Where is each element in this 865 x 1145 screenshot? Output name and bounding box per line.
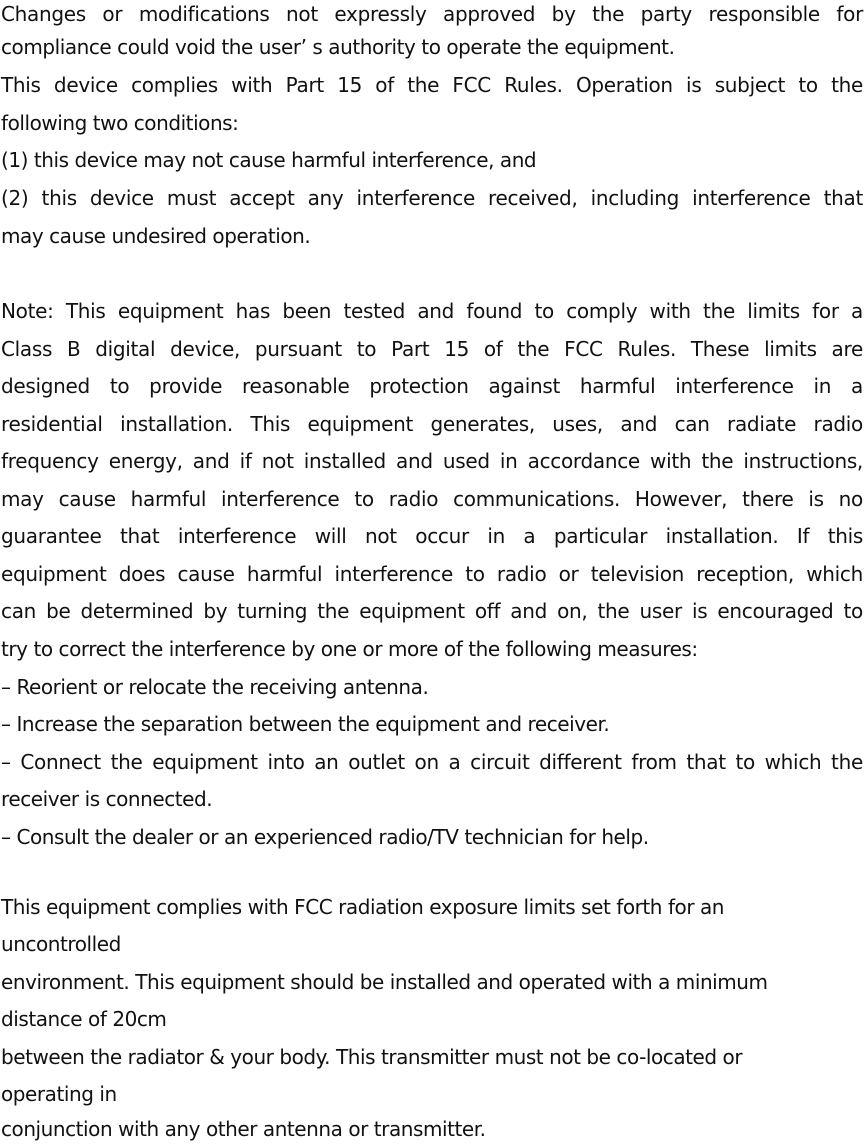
text-line: environment. This equipment should be installed and operated with a minimum [1, 970, 768, 994]
text-line: residential installation. This equipment generates, uses, and can radiate radio [1, 412, 863, 436]
text-line: following two conditions: [1, 111, 239, 135]
list-item-continuation: receiver is connected. [1, 787, 213, 811]
list-item: – Connect the equipment into an outlet on a circuit different from that to which the [1, 750, 863, 774]
text-line: (2) this device must accept any interference received, including interference that [1, 186, 863, 210]
text-line: Class B digital device, pursuant to Part 15 of the FCC Rules. These limits are [1, 337, 863, 361]
text-line: designed to provide reasonable protection against harmful interference in a [1, 374, 863, 398]
text-line: compliance could void the user’ s authority to operate the equipment. [1, 35, 675, 59]
text-line: This equipment complies with FCC radiation exposure limits set forth for an [1, 895, 725, 919]
text-line: conjunction with any other antenna or transmitter. [1, 1117, 486, 1141]
list-item: – Consult the dealer or an experienced radio/TV technician for help. [1, 825, 649, 849]
text-line: Note: This equipment has been tested and found to comply with the limits for a [1, 299, 863, 323]
text-line: try to correct the interference by one or more of the following measures: [1, 637, 698, 661]
text-line: equipment does cause harmful interference to radio or television reception, which [1, 562, 863, 586]
list-item: – Reorient or relocate the receiving antenna. [1, 675, 429, 699]
text-line: can be determined by turning the equipment off and on, the user is encouraged to [1, 599, 863, 623]
list-item: – Increase the separation between the equipment and receiver. [1, 712, 610, 736]
text-line: guarantee that interference will not occur in a particular installation. If this [1, 524, 863, 548]
text-line: (1) this device may not cause harmful interference, and [1, 148, 537, 172]
text-line: may cause undesired operation. [1, 224, 311, 248]
text-line: uncontrolled [1, 932, 121, 956]
text-line: This device complies with Part 15 of the FCC Rules. Operation is subject to the [1, 73, 863, 97]
text-line: frequency energy, and if not installed and used in accordance with the instructions, [1, 449, 863, 473]
text-line: distance of 20cm [1, 1007, 167, 1031]
text-line: may cause harmful interference to radio communications. However, there is no [1, 487, 863, 511]
text-line: Changes or modifications not expressly approved by the party responsible for [1, 2, 863, 26]
text-line: between the radiator & your body. This transmitter must not be co-located or [1, 1045, 743, 1069]
text-line: operating in [1, 1082, 117, 1106]
